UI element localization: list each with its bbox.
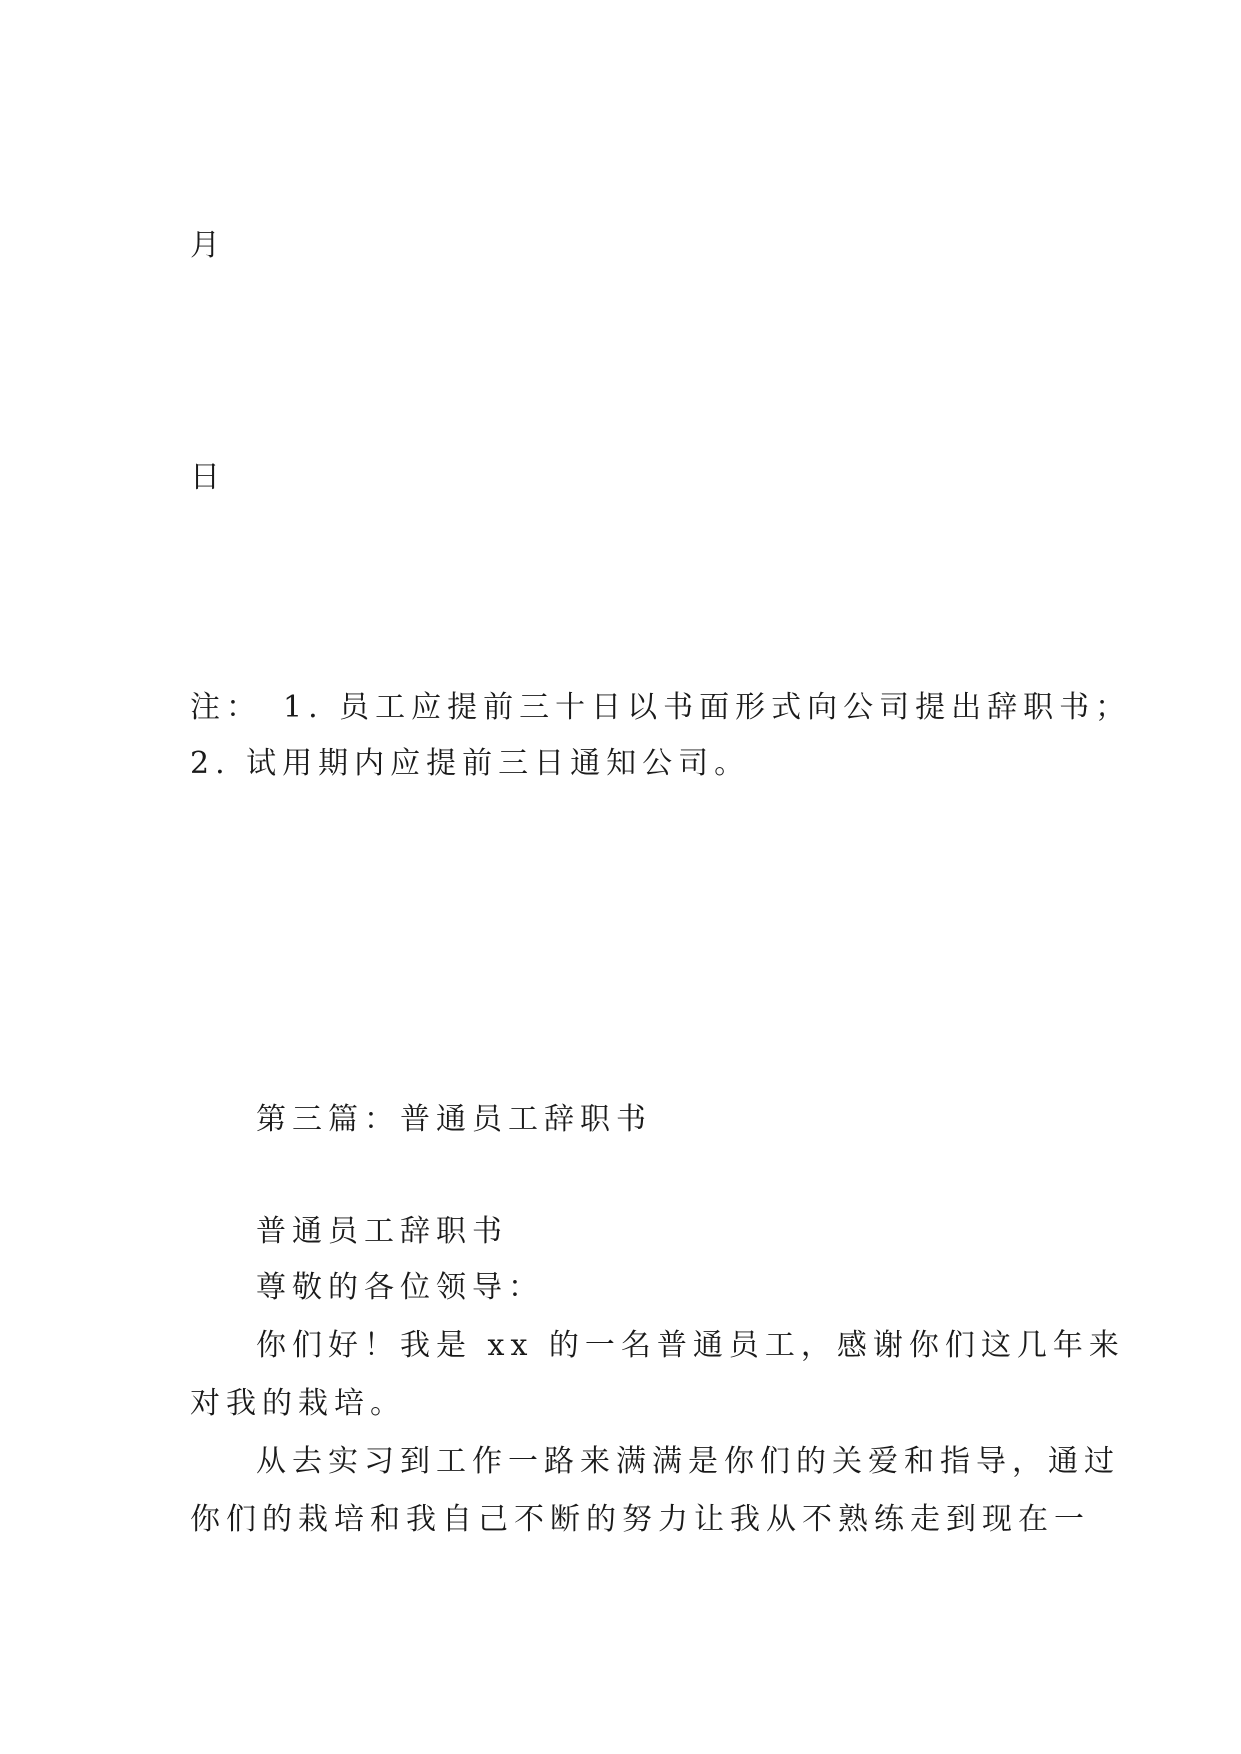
month-label: 月 [190, 228, 226, 263]
paragraph-2-line-2: 你们的栽培和我自己不断的努力让我从不熟练走到现在一 [190, 1502, 1090, 1537]
note-line-1: 注： 1. 员工应提前三十日以书面形式向公司提出辞职书； [190, 690, 1132, 725]
paragraph-2-line-1: 从去实习到工作一路来满满是你们的关爱和指导，通过 [256, 1444, 1120, 1479]
note-line-2: 2. 试用期内应提前三日通知公司。 [190, 746, 751, 781]
salutation: 尊敬的各位领导： [256, 1270, 544, 1305]
section-heading: 第三篇：普通员工辞职书 [256, 1102, 652, 1137]
letter-title: 普通员工辞职书 [256, 1214, 508, 1249]
day-label: 日 [190, 460, 226, 495]
paragraph-1-line-2: 对我的栽培。 [190, 1386, 406, 1421]
paragraph-1-line-1: 你们好！我是 xx 的一名普通员工，感谢你们这几年来 [256, 1328, 1125, 1363]
